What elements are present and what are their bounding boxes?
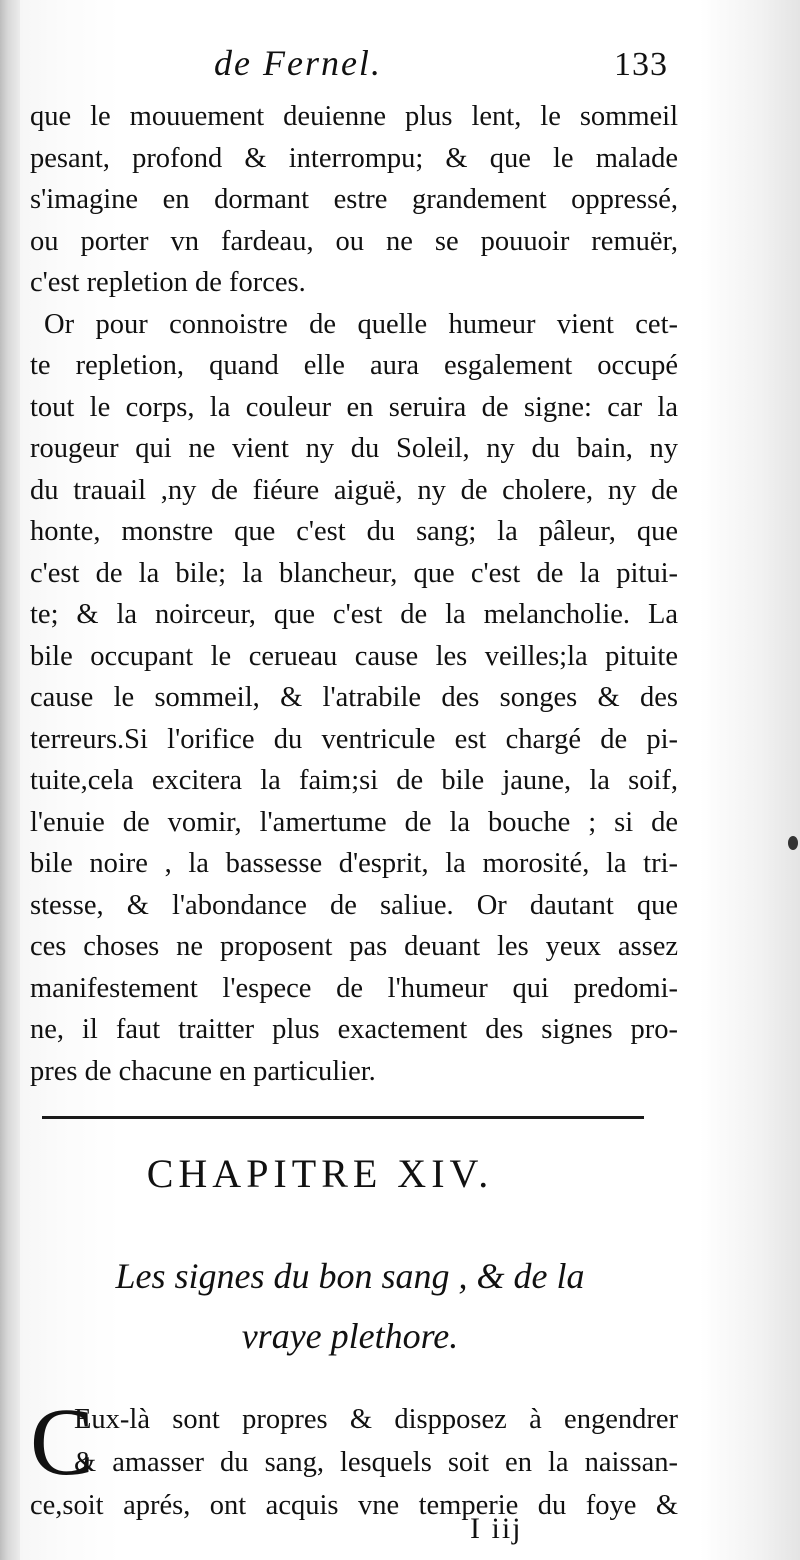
text-line: bile noire , la bassesse d'esprit, la morosité, la tri- [30,848,678,879]
text-line: c'est de la bile; la blancheur, que c'est de la pitui- [30,557,678,589]
chapter-heading: CHAPITRE XIV. [146,1151,494,1196]
chapter-subtitle [30,1246,670,1366]
text-line: pesant, profond & interrompu; & que le malade [30,142,678,174]
text-line: du trauail ,ny de fiéure aiguë, ny de cholere, ny de [30,474,678,506]
text-line: stesse, & l'abondance de saliue. Or dautant que [30,889,678,921]
running-head [0,42,800,92]
text-line: Or pour connoistre de quelle humeur vient cet- [44,308,678,340]
text-line: terreurs.Si l'orifice du ventricule est chargé de pi- [30,723,678,755]
paragraph-2 [30,304,678,1093]
paragraph-1 [30,96,678,304]
section-rule [42,1116,644,1119]
text-line: c'est repletion de forces. [30,267,306,298]
text-line: manifestement l'espece de l'humeur qui predomi- [30,972,678,1004]
text-line: te; & la noirceur, que c'est de la melancholie. La [30,599,678,630]
text-line: l'enuie de vomir, l'amertume de la bouche ; si de [30,806,678,838]
text-line: s'imagine en dormant estre grandement oppressé, [30,184,678,215]
signature-mark: I iij [470,1512,523,1545]
ink-blot [788,836,798,850]
text-line: ou porter vn fardeau, ou ne se pouuoir remuër, [30,225,678,257]
text-line: Eux-là sont propres & dispposez à engendrer [74,1404,678,1435]
chapter-subtitle-line: vraye plethore. [241,1316,459,1356]
page-gutter [0,0,20,1560]
text-line: tuite,cela excitera la faim;si de bile jaune, la soif, [30,765,678,796]
page-number: 133 [614,46,668,83]
text-line: ce,soit aprés, ont acquis vne temperie du foye & [30,1490,678,1521]
body-text [30,96,678,1092]
text-line: bile occupant le cerueau cause les veilles;la pituite [30,640,678,672]
chapter-body [30,1388,678,1527]
text-line: cause le sommeil, & l'atrabile des songes & des [30,682,678,713]
chapter-subtitle-line: Les signes du bon sang , & de la [115,1256,585,1296]
running-title: de Fernel. [214,43,382,83]
drop-cap: C [30,1388,95,1495]
text-line: honte, monstre que c'est du sang; la pâleur, que [30,516,678,547]
text-line: te repletion, quand elle aura esgalement occupé [30,350,678,381]
text-line: tout le corps, la couleur en seruira de signe: car la [30,391,678,423]
text-line: que le mouuement deuienne plus lent, le sommeil [30,101,678,132]
text-line: & amasser du sang, lesquels soit en la naissan- [74,1447,678,1478]
text-line: ne, il faut traitter plus exactement des signes pro- [30,1014,678,1045]
text-line: ces choses ne proposent pas deuant les yeux assez [30,931,678,962]
text-line: rougeur qui ne vient ny du Soleil, ny du bain, ny [30,433,678,464]
text-line: pres de chacune en particulier. [30,1055,376,1087]
